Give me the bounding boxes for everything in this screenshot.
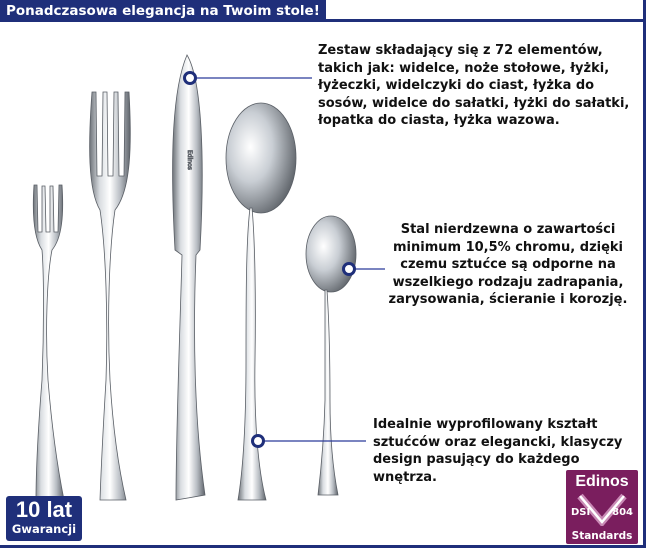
standard-code-prefix: DSI	[571, 507, 591, 518]
brand-name: Edinos	[575, 473, 629, 490]
brand-badge	[566, 470, 638, 544]
callout-2	[344, 264, 386, 275]
standards-label: Standards	[571, 530, 633, 542]
warranty-years: 10 lat	[15, 497, 73, 522]
svg-text:Edinos: Edinos	[186, 150, 193, 170]
description-steel: Stal nierdzewna o zawartości minimum 10,5% chromu, dzięki czemu sztućce są odporne na wszelkiego rodzaju zadrapania, zarysowania, ścieranie i korozję.	[388, 222, 628, 307]
warranty-label: Gwarancji	[11, 522, 77, 536]
standard-code-number: 804	[612, 507, 633, 518]
cake-fork-icon	[33, 185, 64, 500]
dinner-fork-icon	[90, 92, 131, 500]
callout-3	[253, 436, 367, 447]
callout-1	[185, 73, 313, 84]
page-title: Ponadczasowa elegancja na Twoim stole!	[0, 0, 326, 22]
warranty-badge	[6, 496, 82, 541]
table-knife-icon	[173, 55, 205, 500]
description-set-contents: Zestaw składający się z 72 elementów, takich jak: widelce, noże stołowe, łyżki, łyżeczki, widelczyki do ciast, łyżka do sosów, widelce do sałatki, łyżki do sałatki, łopatka do ciasta, łyżka wazowa.	[318, 43, 630, 128]
description-design: Idealnie wyprofilowany kształt sztućców oraz elegancki, klasyczy design pasujący do każdego wnętrza.	[373, 417, 623, 485]
teaspoon-icon	[306, 216, 356, 495]
